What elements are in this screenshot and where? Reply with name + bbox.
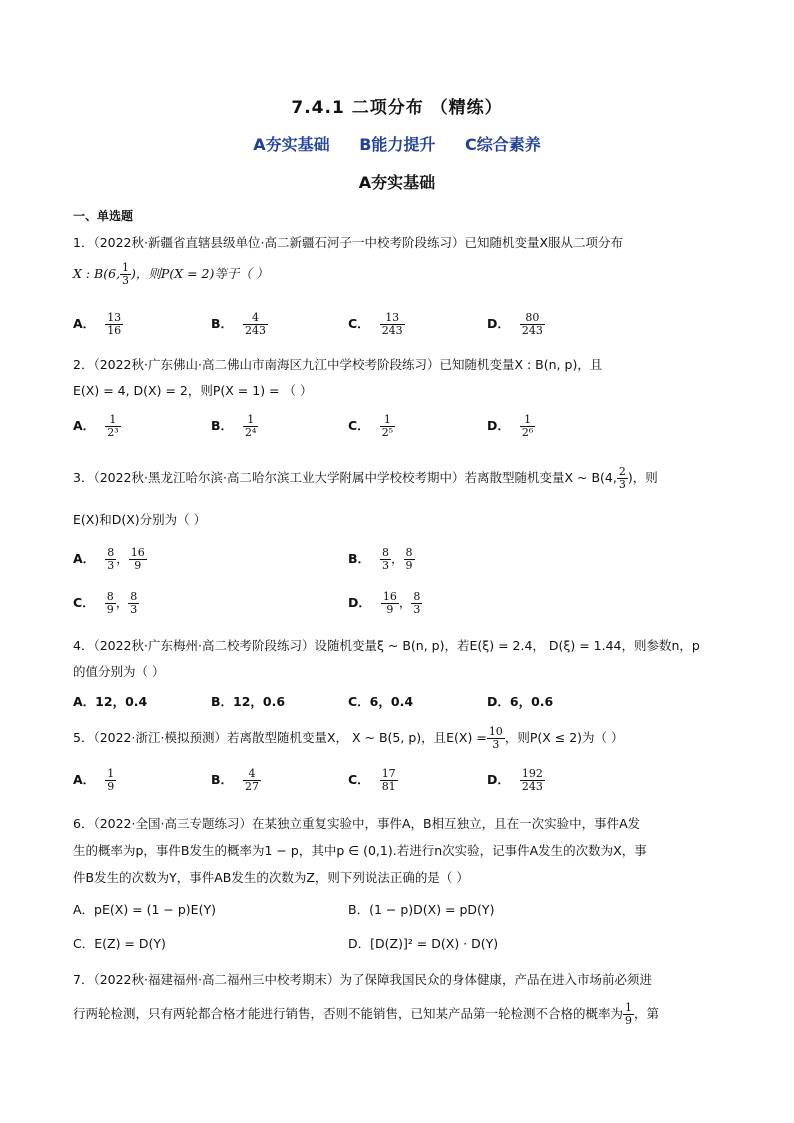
q4-stem: 4．（2022秋·广东梅州·高二校考阶段练习）设随机变量ξ ~ B(n, p)，若E(ξ) = 2.4， D(ξ) = 1.44，则参数n，p <box>73 638 700 653</box>
q5-option-b[interactable]: B． $\frac{4}{27}$ <box>211 767 260 793</box>
link-a-basics[interactable]: A夯实基础 <box>253 135 330 154</box>
q5-option-c[interactable]: C． $\frac{17}{81}$ <box>348 767 396 793</box>
q1-option-c[interactable]: C． $\frac{13}{243}$ <box>348 311 403 337</box>
q1-option-b[interactable]: B． $\frac{4}{243}$ <box>211 311 267 337</box>
q5-option-a[interactable]: A． $\frac{1}{9}$ <box>73 767 115 793</box>
q6-option-c[interactable]: C．E(Z) = D(Y) <box>73 936 166 951</box>
q7-line1: 7．（2022秋·福建福州·高二福州三中校考期末）为了保障我国民众的身体健康，产品在进入市场前必须进 <box>73 972 652 987</box>
page-title: 7.4.1 二项分布 （精练） <box>291 98 503 118</box>
link-c-comprehensive[interactable]: C综合素养 <box>465 135 541 154</box>
q6-line2: 生的概率为p，事件B发生的概率为1 − p，其中p ∈ (0,1).若进行n次实验，记事件A发生的次数为X，事 <box>73 843 647 858</box>
q4-option-b[interactable]: B．12，0.6 <box>211 694 286 709</box>
q4-option-d[interactable]: D．6，0.6 <box>487 694 554 709</box>
q1-line2: X : B(6, $\frac{1}{3}$ )，则P(X = 2)等于（ ） <box>73 261 269 287</box>
q2-option-a[interactable]: A． $\frac{1}{\text{2³}}$ <box>73 413 119 439</box>
q6-line1: 6．（2022·全国·高三专题练习）在某独立重复实验中，事件A，B相互独立，且在一次实验中，事件A发 <box>73 816 641 831</box>
section-heading: A夯实基础 <box>358 173 436 192</box>
q3-option-a[interactable]: A． $\frac{8}{3}$ ， $\frac{16}{9}$ <box>73 546 145 572</box>
q6-line3: 件B发生的次数为Y，事件AB发生的次数为Z，则下列说法正确的是（ ） <box>73 870 469 885</box>
q1-option-d[interactable]: D． $\frac{80}{243}$ <box>487 311 543 337</box>
q6-option-d[interactable]: D．[D(Z)]² = D(X) · D(Y) <box>348 936 499 951</box>
q3-option-c[interactable]: C． $\frac{8}{9}$ ， $\frac{8}{3}$ <box>73 590 138 616</box>
link-b-improve[interactable]: B能力提升 <box>359 135 436 154</box>
q3-option-d[interactable]: D． $\frac{16}{9}$ ， $\frac{8}{3}$ <box>348 590 421 616</box>
q1-option-a[interactable]: A． $\frac{13}{16}$ <box>73 311 122 337</box>
q3-option-b[interactable]: B． $\frac{8}{3}$ ， $\frac{8}{9}$ <box>348 546 413 572</box>
q2-option-b[interactable]: B． $\frac{1}{\text{2⁴}}$ <box>211 413 257 439</box>
q6-option-a[interactable]: A．pE(X) = (1 − p)E(Y) <box>73 902 216 917</box>
q3-stem: 3．（2022秋·黑龙江哈尔滨·高二哈尔滨工业大学附属中学校校考期中）若离散型随机变量X ~ B(4, $\frac{2}{3}$ )，则 <box>73 465 658 491</box>
q4-option-a[interactable]: A．12，0.4 <box>73 694 148 709</box>
q4-option-c[interactable]: C．6，0.4 <box>348 694 414 709</box>
q2-option-c[interactable]: C． $\frac{1}{\text{2⁵}}$ <box>348 413 394 439</box>
question-type-label: 一、单选题 <box>73 209 134 223</box>
q6-option-b[interactable]: B．(1 − p)D(X) = pD(Y) <box>348 902 495 917</box>
q1-stem: 1．（2022秋·新疆省直辖县级单位·高二新疆石河子一中校考阶段练习）已知随机变量X服从二项分布 <box>73 235 624 250</box>
section-links <box>0 132 794 155</box>
q2-line2: E(X) = 4, D(X) = 2，则P(X = 1) = （ ） <box>73 383 313 398</box>
q5-option-d[interactable]: D． $\frac{192}{243}$ <box>487 767 543 793</box>
q7-line2: 行两轮检测，只有两轮都合格才能进行销售，否则不能销售，已知某产品第一轮检测不合格的概率为 $\frac{1}{9}$ ，第 <box>73 1001 660 1027</box>
q2-stem: 2．（2022秋·广东佛山·高二佛山市南海区九江中学校考阶段练习）已知随机变量X : B(n, p)，且 <box>73 357 603 372</box>
q4-line2: 的值分别为（ ） <box>73 664 165 679</box>
q2-option-d[interactable]: D． $\frac{1}{\text{2⁶}}$ <box>487 413 534 439</box>
q3-line2: E(X)和D(X)分别为（ ） <box>73 512 207 527</box>
q5-stem: 5．（2022·浙江·模拟预测）若离散型随机变量X， X ~ B(5, p)，且E(X) = $\frac{10}{3}$ ，则P(X ≤ 2)为（ ） <box>73 725 624 751</box>
